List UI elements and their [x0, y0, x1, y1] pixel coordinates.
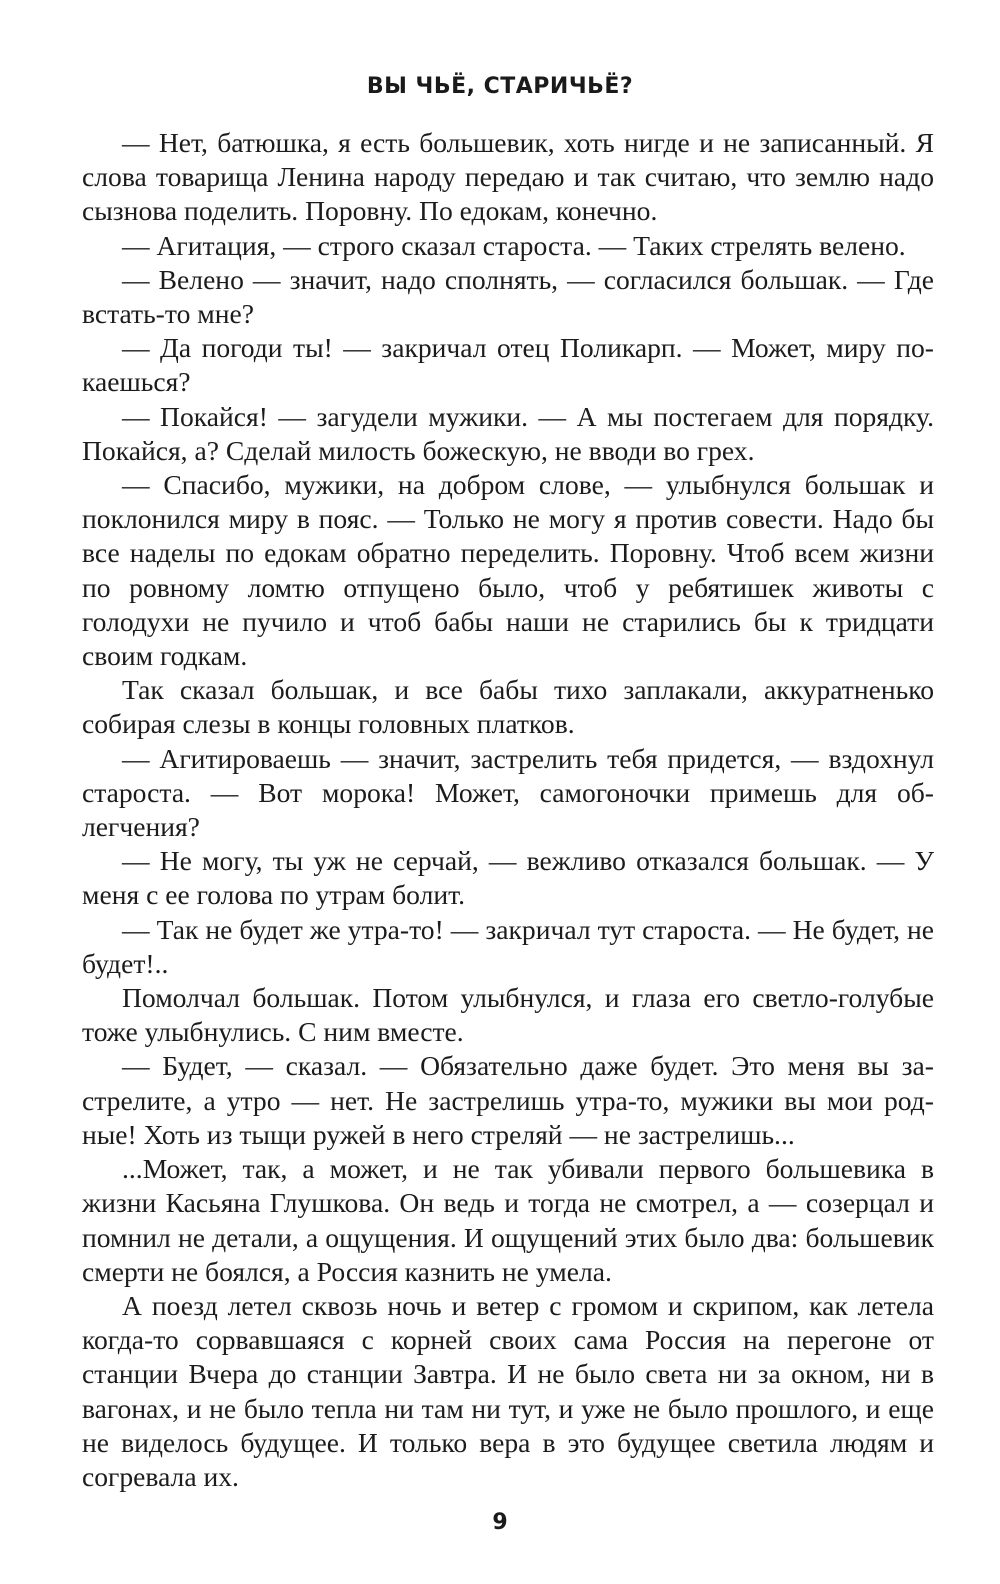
page-number: 9 — [492, 1510, 508, 1535]
body-text — [82, 126, 934, 1494]
running-title: ВЫ ЧЬЁ, СТАРИЧЬЁ? — [366, 74, 634, 99]
paragraph-13: ...Может, так, а может, и не так убивали первого большевика в жизни Касьяна Глушкова. Он ведь и тогда не смотрел, а — созерцал и помнил не детали, а ощущения. И ощущений этих было два: большевик смерти не боялся, а Россия казнить не умела. — [82, 1153, 934, 1287]
paragraph-2: — Агитация, — строго сказал староста. — Таких стрелять велено. — [122, 229, 906, 261]
paragraph-3: — Велено — значит, надо сполнять, — согласился большак. — Где встать-то мне? — [82, 263, 934, 330]
paragraph-14: А поезд летел сквозь ночь и ветер с громом и скрипом, как летела когда-то сорвавшаяся с корней своих сама Россия на перегоне от станции Вчера до станции Завтра. И не было света ни за окном, ни в вагонах, и не было тепла ни там ни тут, и уже не было прошлого, и еще не виделось будущее. И только вера в это будущее светила людям и согревала их. — [82, 1289, 934, 1492]
paragraph-9: — Не могу, ты уж не серчай, — вежливо отказался большак. — У меня с ее голова по утрам болит. — [82, 845, 934, 911]
paragraph-5: — Покайся! — загудели мужики. — А мы постегаем для порядку. Покайся, а? Сделай милость божескую, не вводи во грех. — [82, 400, 934, 466]
paragraph-4: — Да погоди ты! — закричал отец Поликарп. — Может, миру покаешься? — [82, 332, 934, 398]
paragraph-8: — Агитироваешь — значит, застрелить тебя придется, — вздохнул староста. — Вот морока! Может, самогоночки примешь для облегчения? — [82, 742, 934, 843]
paragraph-1: — Нет, батюшка, я есть большевик, хоть нигде и не записанный. Я слова товарища Ленина народу передаю и так считаю, что землю надо сызнова поделить. Поровну. По едокам, конечно. — [82, 127, 934, 227]
paragraph-12: — Будет, — сказал. — Обязательно даже будет. Это меня вы застрелите, а утро — нет. Не застрелишь утра-то, мужики вы мои родные! Хоть из тыщи ружей в него стреляй — не застрелишь... — [82, 1050, 934, 1150]
paragraph-11: Помолчал большак. Потом улыбнулся, и глаза его светло-голубые тоже улыбнулись. С ним вместе. — [82, 982, 934, 1048]
paragraph-6: — Спасибо, мужики, на добром слове, — улыбнулся большак и поклонился миру в пояс. — Только не могу я против совести. Надо бы все наделы по едокам обратно переделить. Поровну. Чтоб всем жизни по ровному ломтю отпущено было, чтоб у ребятишек животы с голодухи не пучило и чтоб бабы наши не старились бы к тридцати своим годкам. — [82, 469, 934, 672]
paragraph-10: — Так не будет же утра-то! — закричал тут староста. — Не будет, не будет!.. — [82, 913, 934, 979]
paragraph-7: Так сказал большак, и все бабы тихо заплакали, аккуратненько собирая слезы в концы головных платков. — [82, 674, 934, 740]
